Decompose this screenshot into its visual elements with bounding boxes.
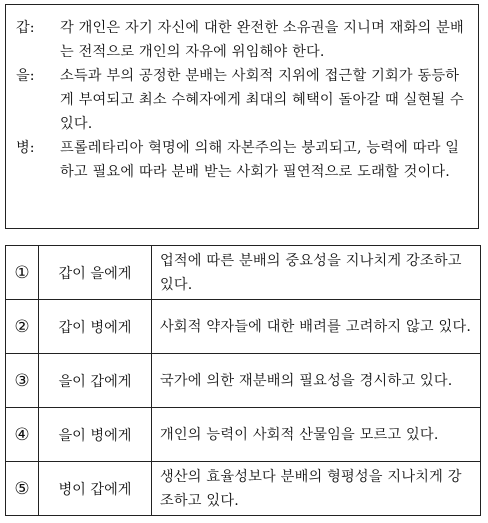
speaker-label: 을:: [16, 68, 35, 84]
choice-row-2[interactable]: [6, 300, 481, 354]
choice-pair: 을이 갑에게: [39, 354, 152, 408]
choices-table: [5, 245, 481, 516]
choice-row-3[interactable]: [6, 354, 481, 408]
speaker-label: 갑:: [16, 20, 35, 36]
statement-byeong: [16, 136, 470, 184]
choice-text: 개인의 능력이 사회적 산물임을 모르고 있다.: [152, 408, 481, 462]
choice-text: 생산의 효율성보다 분배의 형평성을 지나치게 강조하고 있다.: [152, 462, 481, 516]
choice-pair: 병이 갑에게: [39, 462, 152, 516]
statement-eul: [16, 64, 470, 136]
choice-pair: 갑이 병에게: [39, 300, 152, 354]
passage-box: [5, 4, 479, 229]
speaker-label: 병:: [16, 140, 35, 156]
statement-text: 소득과 부의 공정한 분배는 사회적 지위에 접근할 기회가 동등하게 부여되고 최소 수혜자에게 최대의 혜택이 돌아갈 때 실현될 수 있다.: [60, 68, 464, 132]
choice-pair: 갑이 을에게: [39, 246, 152, 300]
choice-text: 국가에 의한 재분배의 필요성을 경시하고 있다.: [152, 354, 481, 408]
choice-text: 업적에 따른 분배의 중요성을 지나치게 강조하고 있다.: [152, 246, 481, 300]
choice-number: ②: [6, 300, 39, 354]
choice-text: 사회적 약자들에 대한 배려를 고려하지 않고 있다.: [152, 300, 481, 354]
statement-gap: [16, 16, 470, 64]
choice-row-1[interactable]: [6, 246, 481, 300]
choice-number: ④: [6, 408, 39, 462]
choice-row-5[interactable]: [6, 462, 481, 516]
choice-number: ①: [6, 246, 39, 300]
choice-row-4[interactable]: [6, 408, 481, 462]
choice-pair: 을이 병에게: [39, 408, 152, 462]
choice-number: ⑤: [6, 462, 39, 516]
statement-text: 프롤레타리아 혁명에 의해 자본주의는 붕괴되고, 능력에 따라 일하고 필요에 따라 분배 받는 사회가 필연적으로 도래할 것이다.: [60, 140, 460, 180]
choice-number: ③: [6, 354, 39, 408]
statement-text: 각 개인은 자기 자신에 대한 완전한 소유권을 지니며 재화의 분배는 전적으로 개인의 자유에 위임해야 한다.: [60, 20, 464, 60]
